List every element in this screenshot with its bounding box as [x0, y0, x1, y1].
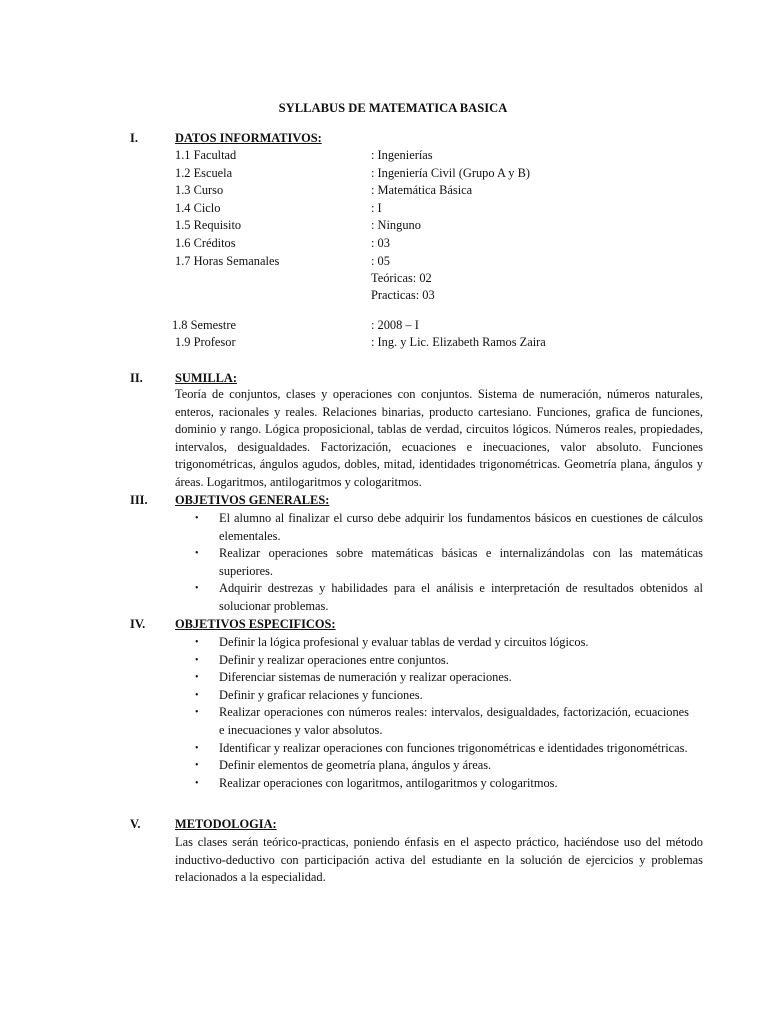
datos-value: : Ingeniería Civil (Grupo A y B) — [371, 166, 530, 180]
datos-label: 1.9 Profesor — [175, 335, 236, 349]
section-heading-metodologia: METODOLOGIA: — [175, 817, 277, 831]
datos-label: 1.1 Facultad — [175, 148, 237, 162]
section-number-1: I. — [130, 131, 138, 145]
section-heading-objetivos-generales: OBJETIVOS GENERALES: — [175, 493, 330, 507]
list-item: • Diferenciar sistemas de numeración y realizar operaciones. — [195, 669, 703, 687]
datos-value: : Ing. y Lic. Elizabeth Ramos Zaira — [371, 335, 546, 349]
bullet-icon: • — [195, 777, 199, 789]
section-number-3: III. — [130, 493, 148, 507]
datos-label: 1.2 Escuela — [175, 166, 233, 180]
bullet-icon: • — [195, 742, 199, 754]
section-heading-datos: DATOS INFORMATIVOS: — [175, 131, 322, 145]
bullet-icon: • — [195, 672, 199, 684]
datos-value: : 03 — [371, 236, 390, 250]
datos-label: 1.5 Requisito — [175, 218, 242, 232]
bullet-icon: • — [195, 760, 199, 772]
list-item: • Definir y realizar operaciones entre conjuntos. — [195, 652, 703, 670]
sumilla-paragraph: Teoría de conjuntos, clases y operaciones con conjuntos. Sistema de numeración, números naturales, enteros, racionales y reales. Relaciones binarias, producto cartesiano. Funciones, grafica de funciones, dominio y rango. Lógica proposicional, tablas de verdad, circuitos lógicos. Números reales, propiedades, intervalos, desigualdades. Factorización, ecuaciones e inecuaciones, valor absoluto. Funciones trigonométricas, ángulos agudos, dobles, mitad, identidades trigonométricas. Geometría plana, ángulos y áreas. Logaritmos, antilogaritmos y cologaritmos. — [175, 387, 703, 489]
bullet-icon: • — [195, 654, 199, 666]
list-item: • Adquirir destrezas y habilidades para el análisis e interpretación de resultados obtenidos al solucionar problemas. — [195, 581, 703, 613]
list-item: • Realizar operaciones sobre matemáticas básicas e internalizándolas con las matemáticas superiores. — [195, 546, 703, 578]
datos-value: Teóricas: 02 — [371, 271, 432, 285]
datos-value: : Ninguno — [371, 218, 421, 232]
list-item: • Definir y graficar relaciones y funciones. — [195, 687, 703, 705]
datos-value: : Ingenierías — [371, 148, 433, 162]
bullet-icon: • — [195, 637, 199, 648]
bullet-icon: • — [195, 689, 199, 701]
datos-label: 1.3 Curso — [175, 183, 224, 197]
bullet-icon: • — [195, 583, 199, 595]
page-title: SYLLABUS DE MATEMATICA BASICA — [278, 101, 508, 115]
section-heading-objetivos-especificos: OBJETIVOS ESPECIFICOS: — [175, 617, 336, 631]
metodologia-paragraph: Las clases serán teórico-practicas, poniendo énfasis en el aspecto práctico, haciéndose uso del método inductivo-deductivo con participación activa del estudiante en la solución de ejercicios y problemas relacionados a la especialidad. — [175, 835, 703, 885]
objetivos-generales-list — [195, 510, 703, 616]
datos-label: 1.7 Horas Semanales — [175, 254, 280, 268]
section-number-2: II. — [130, 371, 143, 385]
list-item: • El alumno al finalizar el curso debe adquirir los fundamentos básicos en cuestiones de cálculos elementales. — [195, 511, 703, 543]
section-number-4: IV. — [130, 617, 146, 631]
datos-value: : 2008 – I — [371, 318, 419, 332]
list-item: • Definir elementos de geometría plana, ángulos y áreas. — [195, 757, 703, 775]
datos-value: : I — [371, 201, 382, 215]
bullet-icon: • — [195, 513, 199, 524]
objetivos-especificos-list — [195, 634, 703, 792]
datos-value: Practicas: 03 — [371, 288, 435, 302]
datos-value: : Matemática Básica — [371, 183, 473, 197]
datos-value: : 05 — [371, 254, 390, 268]
datos-label: 1.8 Semestre — [172, 318, 237, 332]
section-number-5: V. — [130, 817, 141, 831]
list-item: • Definir la lógica profesional y evaluar tablas de verdad y circuitos lógicos. — [195, 634, 703, 652]
datos-label: 1.6 Créditos — [175, 236, 236, 250]
list-item: • Realizar operaciones con números reales: intervalos, desigualdades, factorización, ecuaciones e inecuaciones y valor absolutos. — [195, 705, 689, 737]
list-item: • Realizar operaciones con logaritmos, antilogaritmos y cologaritmos. — [195, 775, 703, 793]
bullet-icon: • — [195, 707, 199, 719]
bullet-icon: • — [195, 548, 199, 560]
section-heading-sumilla: SUMILLA: — [175, 371, 237, 385]
list-item: • Identificar y realizar operaciones con funciones trigonométricas e identidades trigonométricas. — [195, 740, 689, 758]
datos-label: 1.4 Ciclo — [175, 201, 221, 215]
